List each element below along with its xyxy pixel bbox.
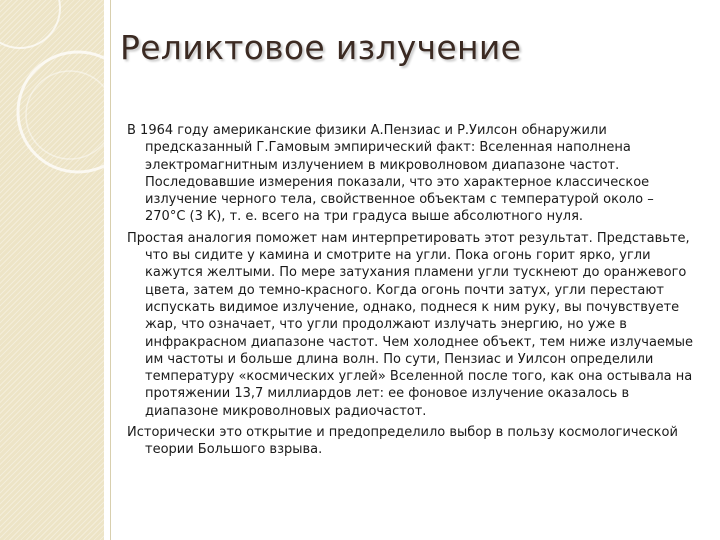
slide-body: [127, 122, 693, 463]
decorative-sidebar: [0, 0, 104, 540]
paragraph-conclusion: Исторически это открытие и предопределило выбор в пользу космологической теории Большого взрыва.: [127, 425, 678, 458]
paragraph-analogy: Простая аналогия поможет нам интерпретировать этот результат. Представьте, что вы сидите у камина и смотрите на угли. Пока огонь горит ярко, угли кажутся желтыми. По мере затухания пламени угли тускнеют до оранжевого цвета, затем до темно-красного. Когда огонь почти затух, угли перестают испускать видимое излучение, однако, поднеся к ним руку, вы почувствуете жар, что означает, что угли продолжают излучать энергию, но уже в инфракрасном диапазоне частот. Чем холоднее объект, тем ниже излучаемые им частоты и больше длина волн. По сути, Пензиас и Уилсон определили температуру «космических углей» Вселенной после того, как она остывала на протяжении 13,7 миллиардов лет: ее фоновое излучение оказалось в диапазоне микроволновых радиочастот.: [127, 230, 694, 419]
slide-title: Реликтовое излучение: [120, 28, 522, 67]
paragraph-discovery: В 1964 году американские физики А.Пензиас и Р.Уилсон обнаружили предсказанный Г.Гамовым эмпирический факт: Вселенная наполнена электромагнитным излучением в микроволновом диапазоне частот. Последовавшие измерения показали, что это характерное классическое излучение черного тела, свойственное объектам с температурой около –270°С (3 К), т. е. всего на три градуса выше абсолютного нуля.: [127, 123, 654, 225]
decorative-circles: [0, 0, 104, 540]
sidebar-divider: [110, 0, 111, 540]
